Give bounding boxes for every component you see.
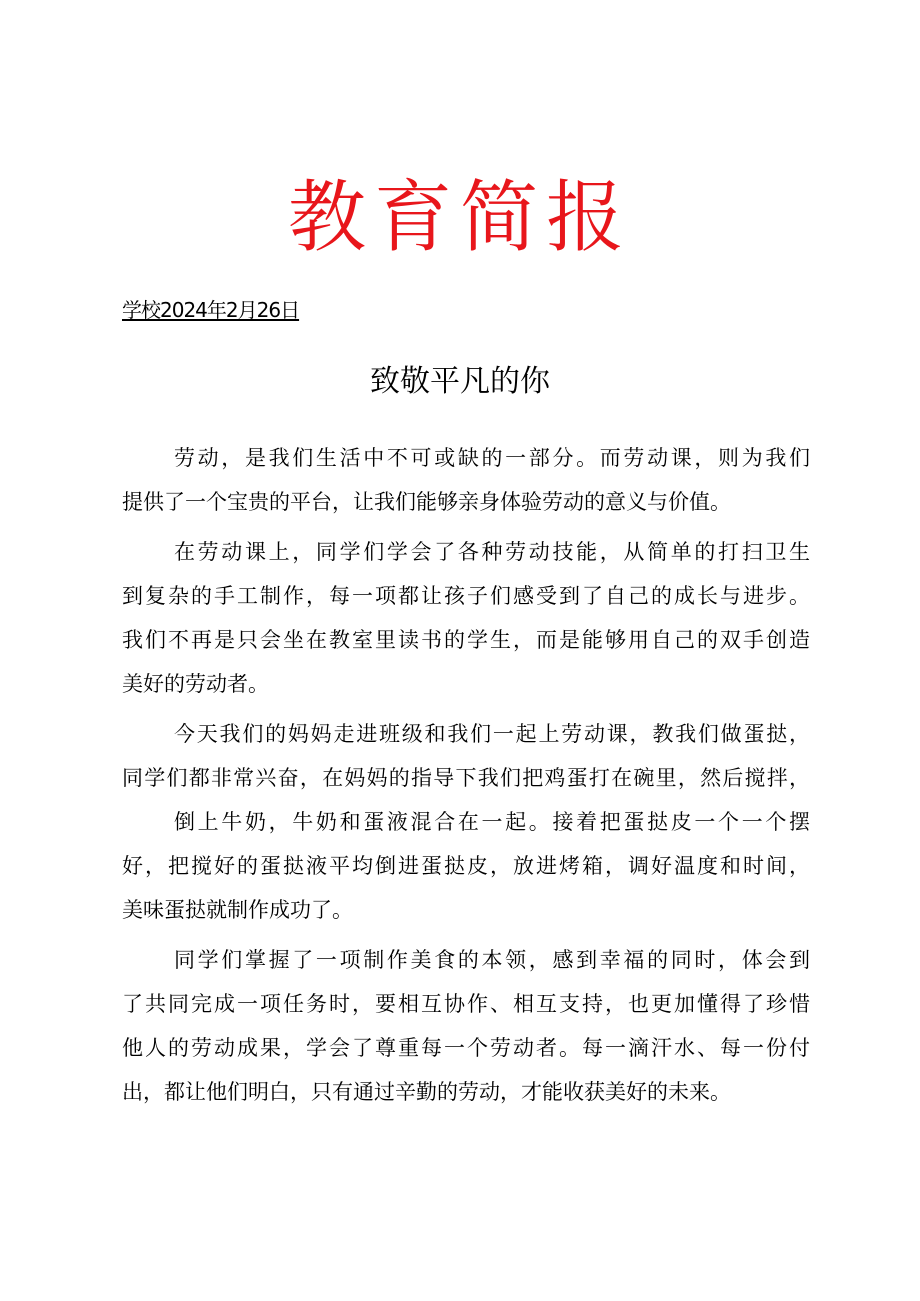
paragraph-line: 他人的劳动成果，学会了尊重每一个劳动者。每一滴汗水、每一份付 [122, 1036, 810, 1060]
dateline: 学校2024年2月26日 [122, 298, 300, 322]
masthead-title: 教育简报 [287, 173, 632, 263]
paragraph-line: 在劳动课上，同学们学会了各种劳动技能，从简单的打扫卫生 [174, 540, 810, 564]
paragraph-line: 出，都让他们明白，只有通过辛勤的劳动，才能收获美好的未来。 [122, 1080, 731, 1104]
paragraph-line: 了共同完成一项任务时，要相互协作、相互支持，也更加懂得了珍惜 [122, 992, 810, 1016]
paragraph-line: 劳动，是我们生活中不可或缺的一部分。而劳动课，则为我们 [174, 446, 810, 470]
paragraph-line: 今天我们的妈妈走进班级和我们一起上劳动课，教我们做蛋挞， [174, 722, 810, 746]
paragraph-line: 到复杂的手工制作，每一项都让孩子们感受到了自己的成长与进步。 [122, 584, 810, 608]
paragraph-line: 倒上牛奶，牛奶和蛋液混合在一起。接着把蛋挞皮一个一个摆 [174, 810, 810, 834]
paragraph-line: 同学们掌握了一项制作美食的本领，感到幸福的同时，体会到 [174, 948, 810, 972]
paragraph-line: 美味蛋挞就制作成功了。 [122, 898, 353, 922]
paragraph-line: 美好的劳动者。 [122, 672, 269, 696]
article-body [122, 436, 810, 1114]
paragraph-line: 我们不再是只会坐在教室里读书的学生，而是能够用自己的双手创造 [122, 628, 810, 652]
article-title: 致敬平凡的你 [370, 364, 550, 399]
paragraph-line: 提供了一个宝贵的平台，让我们能够亲身体验劳动的意义与价值。 [122, 490, 731, 514]
paragraph-line: 同学们都非常兴奋，在妈妈的指导下我们把鸡蛋打在碗里，然后搅拌， [122, 766, 810, 790]
paragraph-line: 好，把搅好的蛋挞液平均倒进蛋挞皮，放进烤箱，调好温度和时间， [122, 854, 810, 878]
